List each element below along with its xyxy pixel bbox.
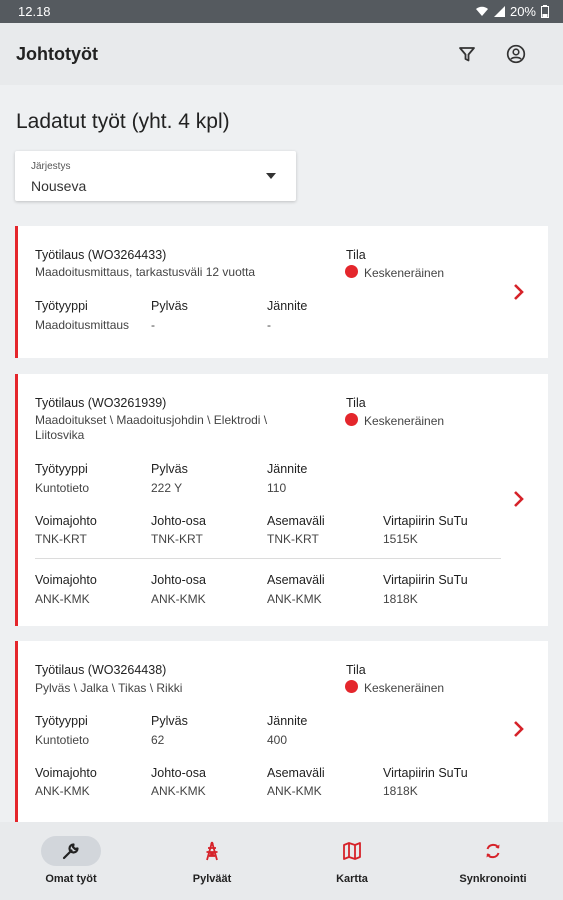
voltage-label: Jännite <box>267 462 308 476</box>
status-time: 12.18 <box>18 4 51 19</box>
station-interval-label: Asemaväli <box>267 766 325 780</box>
dropdown-arrow-icon <box>266 173 276 179</box>
wrench-icon <box>61 841 81 861</box>
nav-label: Omat työt <box>45 873 97 885</box>
line-section-value: ANK-KMK <box>151 592 206 606</box>
work-type-label: Työtyyppi <box>35 462 88 476</box>
order-description: Pylväs \ Jalka \ Tikas \ Rikki <box>35 681 183 695</box>
status-value: Keskeneräinen <box>364 266 445 280</box>
line-section-label: Johto-osa <box>151 514 206 528</box>
nav-label: Pylväät <box>192 873 232 885</box>
powerline-label: Voimajohto <box>35 514 97 528</box>
circuit-value: 1818K <box>383 592 418 606</box>
voltage-value: 400 <box>267 733 288 747</box>
order-title: Työtilaus (WO3264433) <box>35 248 167 262</box>
status-bar <box>0 0 563 23</box>
circuit-label: Virtapiirin SuTu <box>383 766 468 780</box>
pole-label: Pylväs <box>151 714 188 728</box>
work-order-card[interactable] <box>15 226 548 358</box>
station-interval-value: ANK-KMK <box>267 592 322 606</box>
circuit-value: 1818K <box>383 784 418 798</box>
work-type-value: Maadoitusmittaus <box>35 318 130 332</box>
status-value: Keskeneräinen <box>364 414 445 428</box>
line-section-value: ANK-KMK <box>151 784 206 798</box>
status-dot-icon <box>345 680 358 693</box>
circuit-value: 1515K <box>383 532 418 546</box>
circuit-label: Virtapiirin SuTu <box>383 573 468 587</box>
station-interval-value: TNK-KRT <box>267 532 319 546</box>
sync-icon <box>483 841 503 861</box>
bottom-navigation <box>0 822 563 900</box>
nav-item-omat-tyot[interactable] <box>11 822 131 900</box>
pole-value: 62 <box>151 733 165 747</box>
work-type-label: Työtyyppi <box>35 714 88 728</box>
line-section-label: Johto-osa <box>151 766 206 780</box>
order-description: Maadoitukset \ Maadoitusjohdin \ Elektrodi \ Liitosvika <box>35 413 268 442</box>
work-type-value: Kuntotieto <box>35 733 90 747</box>
nav-label: Synkronointi <box>459 873 527 885</box>
status-dot-icon <box>345 413 358 426</box>
work-type-value: Kuntotieto <box>35 481 90 495</box>
nav-item-kartta[interactable] <box>292 822 412 900</box>
chevron-right-icon[interactable] <box>511 282 527 302</box>
account-button[interactable] <box>503 41 529 67</box>
app-bar <box>0 23 563 85</box>
status-label: Tila <box>346 663 366 677</box>
battery-percent: 20% <box>509 4 536 19</box>
circuit-label: Virtapiirin SuTu <box>383 514 468 528</box>
nav-item-pylvaat[interactable] <box>152 822 272 900</box>
pylon-icon <box>202 841 222 861</box>
work-order-card[interactable] <box>15 641 548 822</box>
account-icon <box>506 44 526 64</box>
filter-icon <box>458 45 476 63</box>
voltage-label: Jännite <box>267 714 308 728</box>
filter-button[interactable] <box>454 41 480 67</box>
station-interval-value: ANK-KMK <box>267 784 322 798</box>
pole-label: Pylväs <box>151 299 188 313</box>
map-icon <box>342 841 362 861</box>
station-interval-label: Asemaväli <box>267 573 325 587</box>
status-label: Tila <box>346 396 366 410</box>
page-title: Ladatut työt (yht. 4 kpl) <box>16 110 230 133</box>
nav-item-synkronointi[interactable] <box>433 822 553 900</box>
order-description: Maadoitusmittaus, tarkastusväli 12 vuotta <box>35 265 256 279</box>
powerline-value: ANK-KMK <box>35 592 90 606</box>
pole-label: Pylväs <box>151 462 188 476</box>
order-title: Työtilaus (WO3264438) <box>35 663 167 677</box>
powerline-label: Voimajohto <box>35 766 97 780</box>
chevron-right-icon[interactable] <box>511 489 527 509</box>
sort-value: Nouseva <box>31 178 87 194</box>
line-section-label: Johto-osa <box>151 573 206 587</box>
voltage-value: - <box>267 318 271 332</box>
pole-value: 222 Y <box>151 481 183 495</box>
wifi-icon <box>475 6 489 17</box>
station-interval-label: Asemaväli <box>267 514 325 528</box>
status-dot-icon <box>345 265 358 278</box>
powerline-label: Voimajohto <box>35 573 97 587</box>
sort-select[interactable] <box>15 151 296 201</box>
status-value: Keskeneräinen <box>364 681 445 695</box>
work-type-label: Työtyyppi <box>35 299 88 313</box>
powerline-value: ANK-KMK <box>35 784 90 798</box>
pole-value: - <box>151 318 155 332</box>
sort-label: Järjestys <box>31 161 71 172</box>
powerline-value: TNK-KRT <box>35 532 87 546</box>
work-order-card[interactable] <box>15 374 548 626</box>
segment-divider <box>35 558 501 559</box>
line-section-value: TNK-KRT <box>151 532 203 546</box>
voltage-value: 110 <box>267 481 287 495</box>
nav-label: Kartta <box>336 873 368 885</box>
battery-icon <box>541 5 549 18</box>
chevron-right-icon[interactable] <box>511 719 527 739</box>
app-title: Johtotyöt <box>16 44 98 64</box>
signal-icon <box>494 6 505 17</box>
order-title: Työtilaus (WO3261939) <box>35 396 167 410</box>
voltage-label: Jännite <box>267 299 308 313</box>
status-label: Tila <box>346 248 366 262</box>
